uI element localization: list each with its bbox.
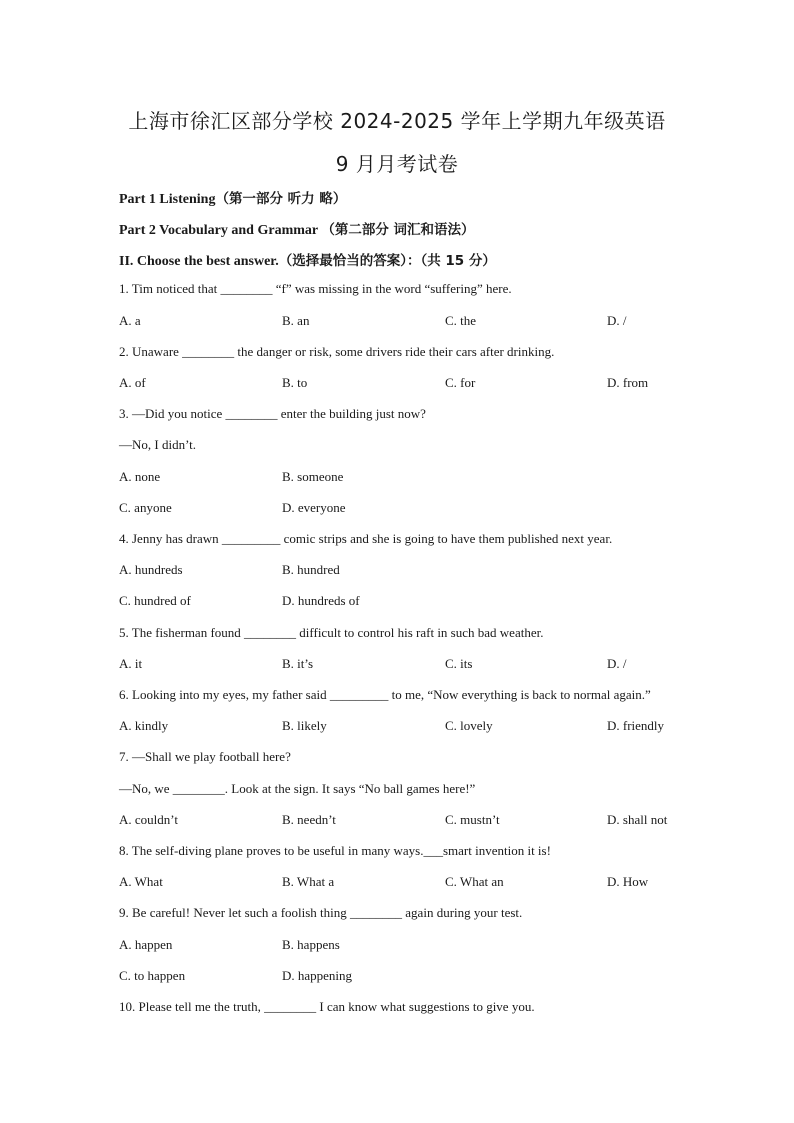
- question-2-option-d[interactable]: D. from: [607, 375, 649, 390]
- question-8-option-c[interactable]: C. What an: [445, 874, 504, 889]
- question-8-option-b[interactable]: B. What a: [282, 874, 335, 889]
- question-6-option-b[interactable]: B. likely: [282, 718, 327, 733]
- question-1-stem: 1. Tim noticed that ________ “f” was missing in the word “suffering” here.: [119, 281, 512, 296]
- question-3-stem: 3. —Did you notice ________ enter the building just now?: [119, 406, 426, 421]
- part2-heading: [119, 218, 475, 239]
- question-6-option-d[interactable]: D. friendly: [607, 718, 665, 733]
- question-1-option-c[interactable]: C. the: [445, 313, 477, 328]
- question-5-stem: 5. The fisherman found ________ difficult to control his raft in such bad weather.: [119, 625, 544, 640]
- section-ii-heading-en: II. Choose the best answer.: [119, 254, 279, 269]
- question-9-option-c[interactable]: C. to happen: [119, 968, 186, 983]
- question-2-option-b[interactable]: B. to: [282, 375, 308, 390]
- question-5-option-c[interactable]: C. its: [445, 656, 473, 671]
- question-4-stem: 4. Jenny has drawn _________ comic strips and she is going to have them published next year.: [119, 531, 613, 546]
- question-7-stem-line2: —No, we ________. Look at the sign. It says “No ball games here!”: [119, 781, 476, 796]
- exam-title-line1: 上海市徐汇区部分学校 2024-2025 学年上学期九年级英语: [128, 109, 666, 133]
- question-2-option-c[interactable]: C. for: [445, 375, 476, 390]
- question-3-option-d[interactable]: D. everyone: [282, 500, 346, 515]
- section-ii-heading-cn: （选择最恰当的答案）：（共 15 分）: [278, 253, 496, 269]
- question-7-stem: 7. —Shall we play football here?: [119, 749, 291, 764]
- question-3-option-c[interactable]: C. anyone: [119, 500, 172, 515]
- question-5-option-d[interactable]: D. /: [607, 656, 627, 671]
- question-5-option-b[interactable]: B. it’s: [282, 656, 314, 671]
- part1-heading-en: Part 1 Listening: [119, 192, 216, 207]
- question-6-option-a[interactable]: A. kindly: [119, 718, 169, 733]
- question-7-option-c[interactable]: C. mustn’t: [445, 812, 500, 827]
- question-3-stem-line2: —No, I didn’t.: [119, 437, 197, 452]
- question-4-option-d[interactable]: D. hundreds of: [282, 593, 360, 608]
- question-7-option-b[interactable]: B. needn’t: [282, 812, 336, 827]
- question-9-option-d[interactable]: D. happening: [282, 968, 353, 983]
- question-7-option-d[interactable]: D. shall not: [607, 812, 668, 827]
- question-6-option-c[interactable]: C. lovely: [445, 718, 493, 733]
- exam-title-line2: 9 月月考试卷: [335, 152, 459, 176]
- question-10-stem: 10. Please tell me the truth, ________ I can know what suggestions to give you.: [119, 999, 535, 1014]
- question-2-stem: 2. Unaware ________ the danger or risk, some drivers ride their cars after drinking.: [119, 344, 555, 359]
- question-3-option-a[interactable]: A. none: [119, 469, 161, 484]
- question-3-option-b[interactable]: B. someone: [282, 469, 344, 484]
- part1-heading: [119, 187, 346, 208]
- question-2-option-a[interactable]: A. of: [119, 375, 146, 390]
- question-4-option-b[interactable]: B. hundred: [282, 562, 340, 577]
- question-9-option-a[interactable]: A. happen: [119, 937, 173, 952]
- question-9-stem: 9. Be careful! Never let such a foolish thing ________ again during your test.: [119, 905, 523, 920]
- part1-heading-cn: （第一部分 听力 略）: [215, 191, 347, 207]
- question-4-option-c[interactable]: C. hundred of: [119, 593, 191, 608]
- part2-heading-en: Part 2 Vocabulary and Grammar: [119, 223, 318, 238]
- question-1-option-d[interactable]: D. /: [607, 313, 627, 328]
- question-8-stem: 8. The self-diving plane proves to be useful in many ways.___smart invention it is!: [119, 843, 551, 858]
- question-1-option-a[interactable]: A. a: [119, 313, 141, 328]
- question-6-stem: 6. Looking into my eyes, my father said _________ to me, “Now everything is back to normal again.”: [119, 687, 651, 702]
- question-7-option-a[interactable]: A. couldn’t: [119, 812, 178, 827]
- question-1-option-b[interactable]: B. an: [282, 313, 310, 328]
- question-9-option-b[interactable]: B. happens: [282, 937, 340, 952]
- question-5-option-a[interactable]: A. it: [119, 656, 143, 671]
- question-4-option-a[interactable]: A. hundreds: [119, 562, 183, 577]
- part2-heading-cn: （第二部分 词汇和语法）: [321, 222, 475, 238]
- question-8-option-a[interactable]: A. What: [119, 874, 163, 889]
- section-ii-heading: [119, 249, 496, 270]
- question-8-option-d[interactable]: D. How: [607, 874, 649, 889]
